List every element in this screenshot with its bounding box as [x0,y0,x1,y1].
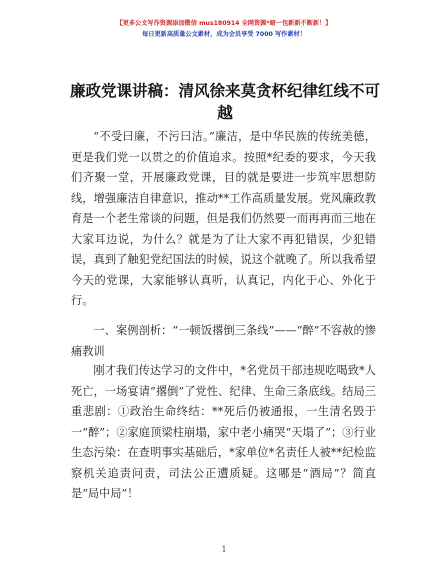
paragraph-intro: “不受曰廉，不污曰洁。”廉洁，是中华民族的传统美德，更是我们党一以贯之的价值追求。按照*纪委的要求，今天我们齐聚一堂，开展廉政党课，目的就是要进一步筑牢思想防线，增强廉洁自律意识，推动**工作高质量发展。党风廉政教育是一个老生常谈的问题，但是我们仍然要一而再再而三地在大家耳边说，为什么？就是为了让大家不再犯错误，少犯错误，真到了触犯党纪国法的时候，说这个就晚了。所以我希望今天的党课，大家能够认真听，认真记，内化于心、外化于行。 [71,130,376,307]
banner-line-1: 【更多公文写作资源添加微信 mus180914 全网资源*暗一包新新不断新！】 [116,20,332,27]
paragraph-case: 刚才我们传达学习的文件中，*名党员干部违规吃喝致*人死亡，一场宴请“撂倒”了党性、纪律、生命三条底线。结局三重悲剧：①政治生命终结：**死后仍被通报，一生清名毁于一“醉”；②家庭顶梁柱崩塌，家中老小痛哭“天塌了”；③行业生态污染：在查明事实基础后，*家单位*名责任人被**纪检监察机关追责问责，司法公正遭质疑。这哪是“酒局”？简直是“局中局”！ [71,364,376,500]
section-heading: 一、案例剖析：“一顿饭撂倒三条线”——“醉”不容赦的惨痛教训 [71,324,376,358]
page-number: 1 [221,545,227,554]
banner-line-2: 每日更新高质量公文素材，成为会员享受 7000 写作素材！ [142,31,306,38]
promo-banner [0,18,448,40]
document-title: 廉政党课讲稿：清风徐来莫贪杯纪律红线不可越 [70,82,381,122]
